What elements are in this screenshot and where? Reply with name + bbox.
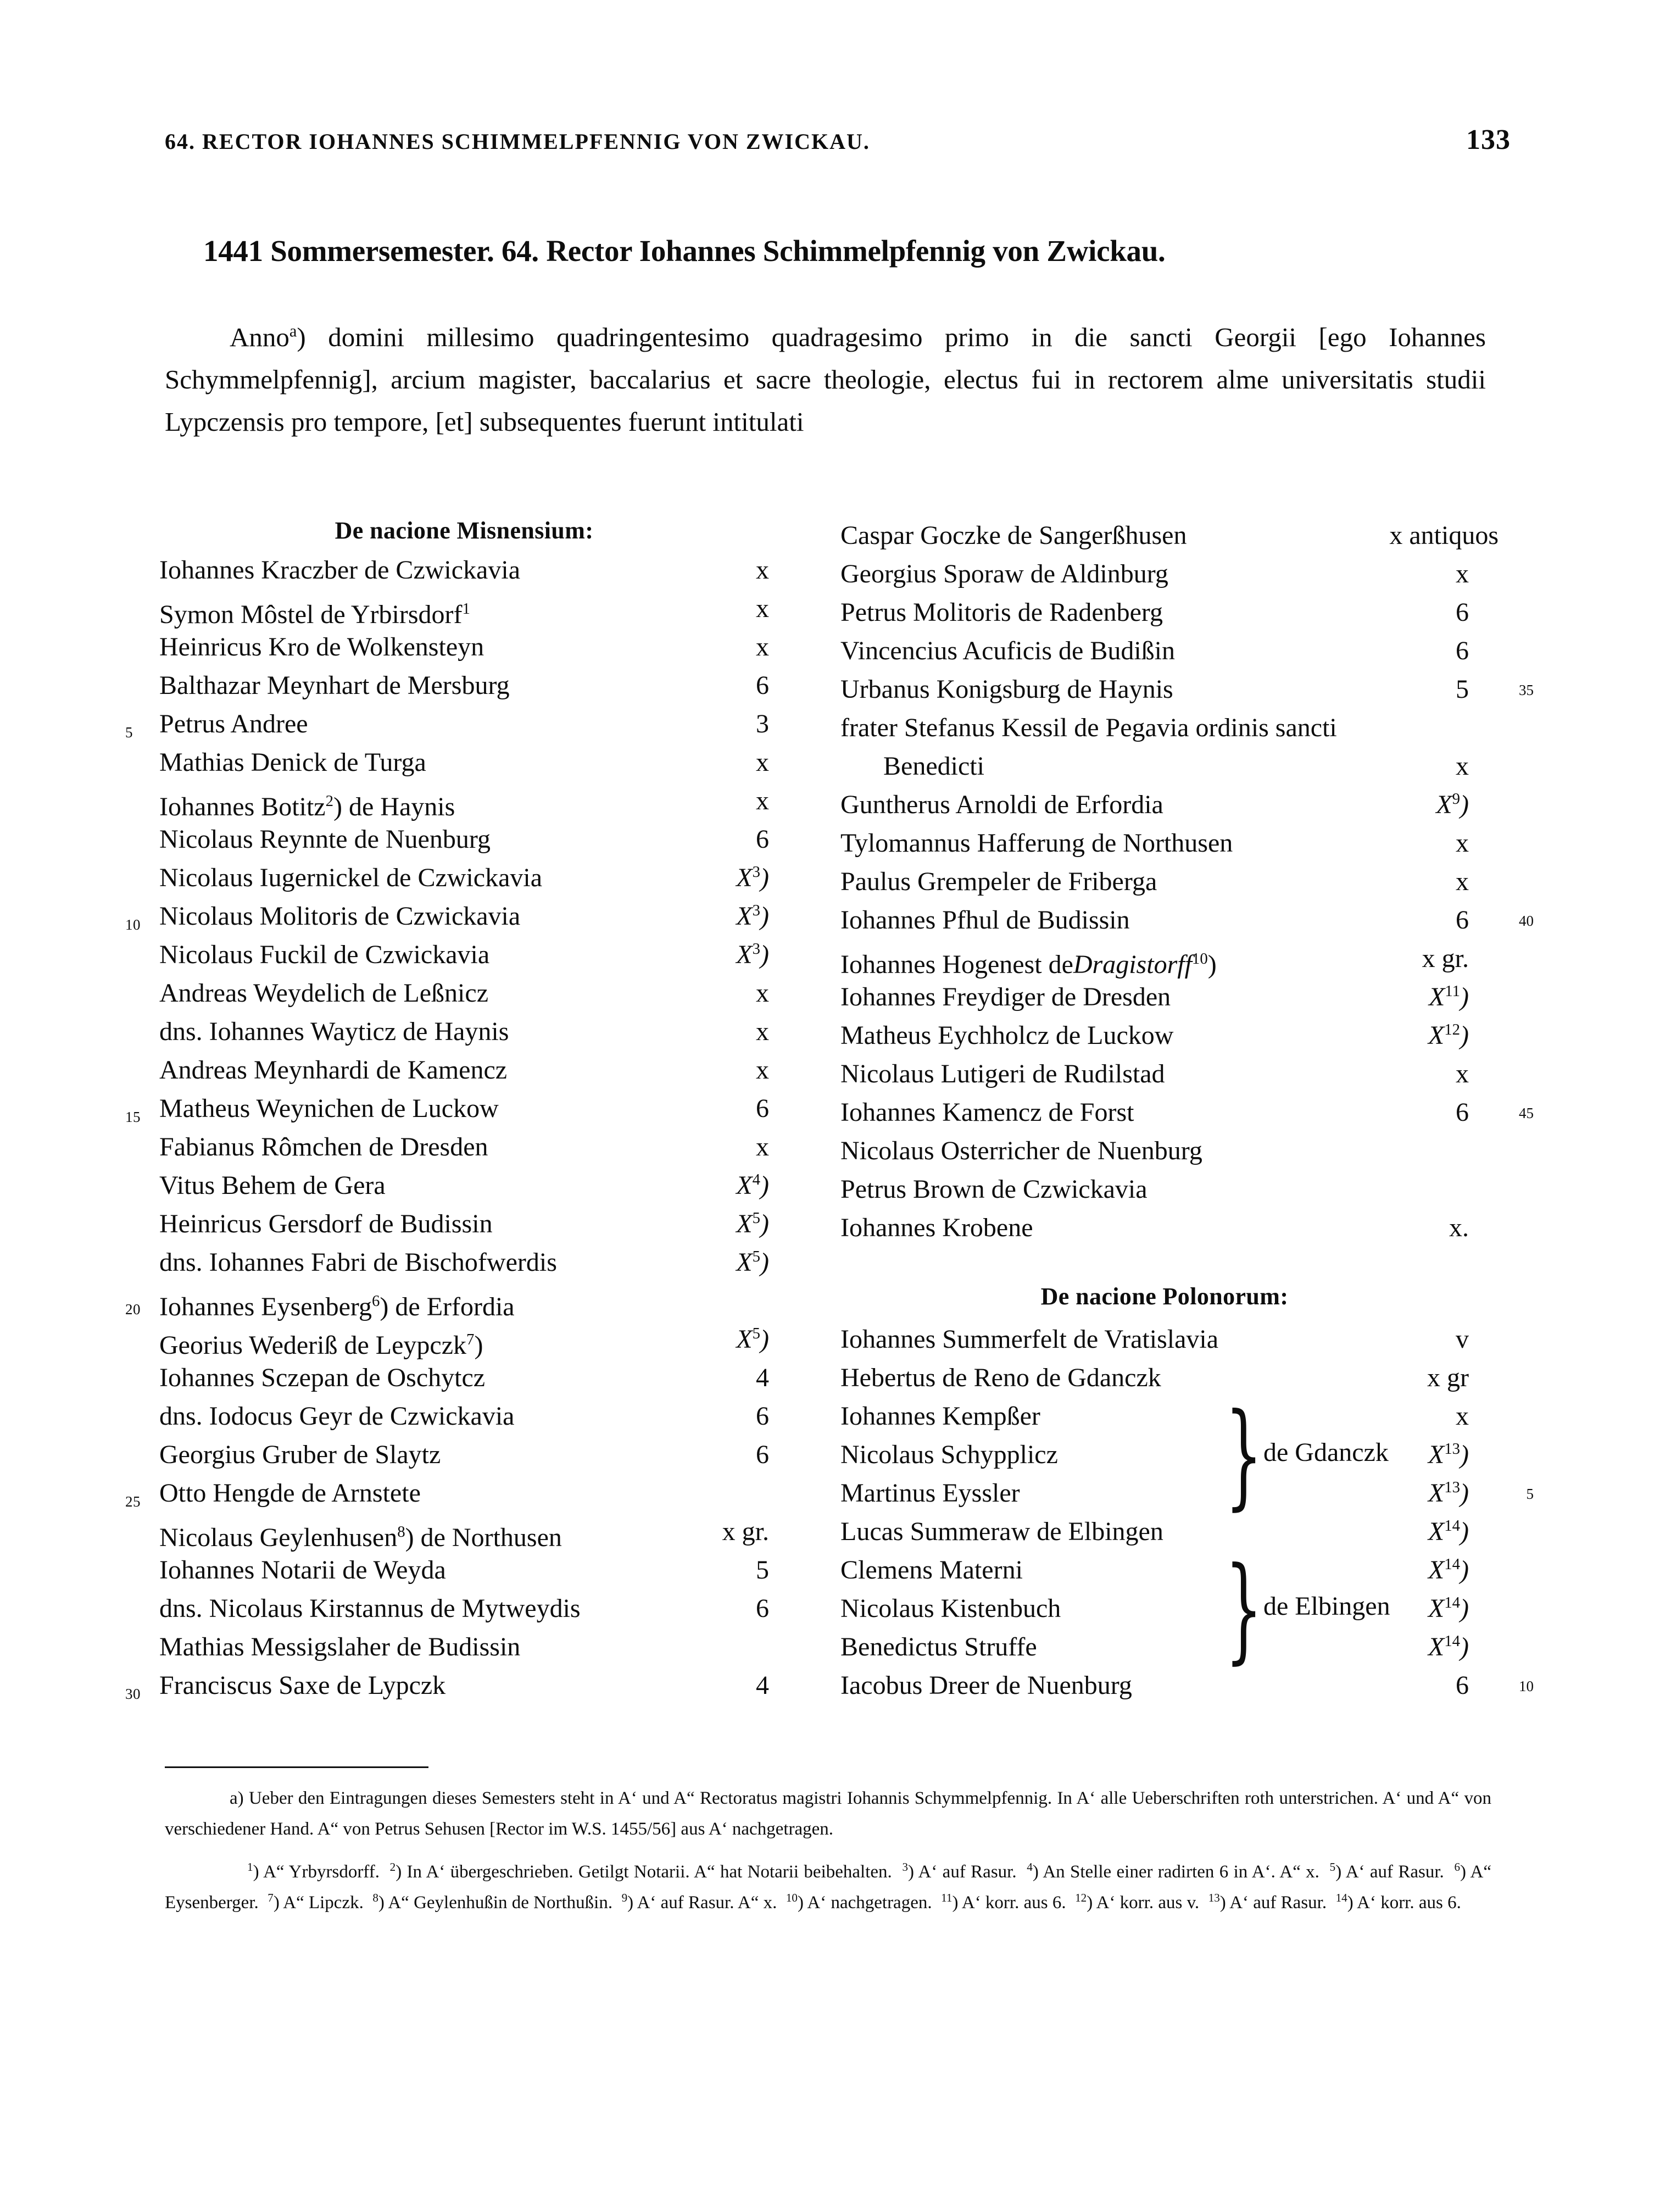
entry-row (159, 1205, 769, 1243)
entry-value: 6 (1456, 1671, 1469, 1700)
entry-name: Iohannes Kamencz de Forst (840, 1098, 1134, 1127)
entry-row (840, 1132, 1489, 1170)
footnote-text: ) A“ Lipczk. (273, 1893, 373, 1913)
entry-value: $X^5$) (736, 1209, 769, 1238)
entry-value: 6 (756, 1402, 769, 1431)
section-heading-misnensium: De nacione Misnensium: (335, 517, 594, 544)
entry-value: 4 (756, 1363, 769, 1392)
entry-name: Nicolaus Fuckil de Czwickavia (159, 940, 490, 969)
entry-value: $X^{14}$) (1428, 1632, 1469, 1661)
entry-value: x (1456, 867, 1469, 896)
margin-line-number: 10 (1519, 1678, 1534, 1694)
entry-row (840, 786, 1489, 824)
line-number: 15 (125, 1109, 141, 1125)
entry-name-suffix: ) de Erfordia (380, 1292, 515, 1321)
entry-name: Caspar Goczke de Sangerßhusen (840, 521, 1187, 550)
entry-value: x (756, 594, 769, 623)
footnote-text: ) A‘ korr. aus 6. (952, 1893, 1076, 1913)
entry-row (840, 940, 1489, 978)
entry-list-polonorum (840, 1320, 1534, 1705)
entry-row (159, 782, 769, 820)
entry-row (840, 1474, 1534, 1513)
entry-row (840, 1016, 1489, 1055)
entry-name: Petrus Andree (159, 709, 308, 738)
entry-name: Andreas Weydelich de Leßnicz (159, 979, 488, 1008)
entry-value: $X^5$) (736, 1248, 769, 1277)
intro-body: ) domini millesimo quadringentesimo quadragesimo primo in die sancti Georgii [ego Iohannes Schymmelpfennig], arcium magister, baccalarius et sacre theologie, electus fui in rectorem alme universitatis studii Lypczensis pro tempore, [et] subsequentes fuerunt intitulati (165, 322, 1486, 437)
footnote-block (165, 1783, 1491, 1930)
entry-name-suffix: ) de Northusen (405, 1523, 562, 1552)
entry-value: x (756, 979, 769, 1008)
entry-value: x (1456, 559, 1469, 588)
entry-name: Iohannes Summerfelt de Vratislavia (840, 1325, 1219, 1354)
intro-paragraph (165, 316, 1486, 443)
entry-footnote-marker: 2 (325, 792, 334, 810)
entry-row (159, 859, 769, 897)
entry-value: 6 (1456, 905, 1469, 935)
entry-value: 6 (756, 1440, 769, 1469)
footnote-number: 3 (902, 1860, 909, 1874)
line-number: 30 (125, 1686, 141, 1702)
group-brace-label: de Elbingen (1263, 1592, 1390, 1621)
entry-row (840, 1359, 1489, 1397)
margin-line-number: 35 (1519, 682, 1534, 698)
entry-value: 4 (756, 1671, 769, 1700)
footnote-text: ) A“ Eysenberger. (165, 1862, 1491, 1913)
footnote-rule (165, 1766, 428, 1768)
entry-value: 6 (756, 1594, 769, 1623)
footnote-text: ) A‘ auf Rasur. (1219, 1893, 1336, 1913)
entry-value: $X^{14}$) (1428, 1594, 1469, 1623)
entry-footnote-marker: 10 (1191, 950, 1208, 968)
line-number: 20 (125, 1301, 141, 1318)
entry-row (159, 1589, 769, 1628)
entry-value: $X^3$) (736, 863, 769, 892)
entry-value: x gr (1427, 1363, 1469, 1392)
page-title: 1441 Sommersemester. 64. Rector Iohannes Schimmelpfennig von Zwickau. (203, 234, 1166, 268)
entry-name: Mathias Denick de Turga (159, 748, 426, 777)
line-number: 10 (125, 916, 141, 933)
entry-row (840, 1320, 1489, 1359)
entry-name: Otto Hengde de Arnstete (159, 1479, 421, 1508)
footnote-number: 9 (621, 1891, 628, 1904)
entry-name: Fabianus Rômchen de Dresden (159, 1132, 488, 1161)
entry-value: 6 (1456, 1098, 1469, 1127)
entry-value: $X^{14}$) (1428, 1555, 1469, 1585)
entry-name: dns. Iodocus Geyr de Czwickavia (159, 1402, 515, 1431)
entry-row (840, 747, 1489, 786)
entry-row (840, 516, 1499, 555)
entry-value: $X^{13}$) (1428, 1440, 1469, 1469)
entry-name: Heinricus Gersdorf de Budissin (159, 1209, 493, 1238)
entry-name: Iohannes Freydiger de Dresden (840, 982, 1171, 1011)
entry-value: 5 (1456, 675, 1469, 704)
entry-row (159, 974, 769, 1013)
group-brace: } (1225, 1543, 1263, 1676)
entry-row (159, 551, 769, 590)
entry-name: Iohannes Krobene (840, 1213, 1033, 1242)
entry-name: Iacobus Dreer de Nuenburg (840, 1671, 1132, 1700)
entry-row (159, 666, 769, 705)
entry-value: x gr. (722, 1517, 769, 1546)
entry-row (840, 1436, 1489, 1474)
entry-value: 6 (756, 671, 769, 700)
entry-value: $X^{14}$) (1428, 1517, 1469, 1546)
running-header (165, 124, 1511, 156)
entry-name: Nicolaus Iugernickel de Czwickavia (159, 863, 543, 892)
entry-name: Vincencius Acuficis de Budißin (840, 636, 1175, 665)
group-brace: } (1225, 1389, 1263, 1522)
entry-row (159, 1359, 769, 1397)
entry-row (159, 1436, 769, 1474)
entry-name: Iohannes Eysenberg (159, 1292, 372, 1321)
entry-name: Nicolaus Osterricher de Nuenburg (840, 1136, 1202, 1165)
entry-name-suffix: ) (474, 1331, 483, 1360)
entry-row (840, 901, 1534, 940)
entry-row (159, 1397, 769, 1436)
footnote-number: 10 (786, 1891, 798, 1904)
entry-value: 6 (756, 825, 769, 854)
entry-row (159, 1513, 769, 1551)
line-number: 25 (125, 1493, 141, 1510)
entry-name: Iohannes Sczepan de Oschytcz (159, 1363, 486, 1392)
entry-value: x. (1449, 1213, 1469, 1242)
entry-value: x (1456, 1402, 1469, 1431)
entry-name-suffix: ) (1207, 950, 1217, 979)
entry-row (840, 978, 1489, 1016)
entry-value: x (756, 1017, 769, 1046)
entry-row (840, 555, 1489, 593)
entry-name: Tylomannus Hafferung de Northusen (840, 829, 1233, 858)
entry-row (159, 1320, 769, 1359)
entry-row (159, 936, 769, 974)
entry-row (840, 1666, 1534, 1705)
entry-name: Urbanus Konigsburg de Haynis (840, 675, 1173, 704)
entry-name: dns. Iohannes Wayticz de Haynis (159, 1017, 509, 1046)
entry-row (125, 1282, 769, 1321)
column-right (840, 516, 1534, 1705)
entry-row (125, 1666, 769, 1705)
entry-name: Nicolaus Lutigeri de Rudilstad (840, 1059, 1165, 1088)
entry-footnote-marker: 6 (372, 1292, 380, 1310)
entry-name-suffix: ) de Haynis (333, 792, 455, 821)
entry-value: 6 (1456, 636, 1469, 665)
entry-row (159, 1243, 769, 1282)
entry-name: Balthazar Meynhart de Mersburg (159, 671, 510, 700)
entry-value: 3 (756, 709, 769, 738)
footnote-number: 13 (1208, 1891, 1220, 1904)
entry-value: $X^9$) (1436, 790, 1469, 819)
entry-name: Paulus Grempeler de Friberga (840, 867, 1157, 896)
entry-value: 6 (756, 1094, 769, 1123)
entry-row (159, 1128, 769, 1166)
entry-name: Iohannes Kraczber de Czwickavia (159, 555, 520, 585)
entry-row (840, 593, 1489, 632)
column-left (125, 516, 769, 1705)
footnote-number: 1 (247, 1860, 253, 1874)
entry-row (159, 628, 769, 666)
entry-name: Nicolaus Schypplicz (840, 1440, 1058, 1469)
entry-name: Georgius Sporaw de Aldinburg (840, 559, 1168, 588)
entry-name: Iohannes Hogenest de (840, 950, 1073, 979)
footnote-number: 7 (268, 1891, 274, 1904)
entry-row (159, 1628, 769, 1666)
entry-name: Clemens Materni (840, 1555, 1023, 1585)
entry-row (840, 1589, 1489, 1628)
footnote-text: ) A‘ auf Rasur. (1335, 1862, 1455, 1882)
margin-line-number: 45 (1519, 1105, 1534, 1121)
footnote-a: a) Ueber den Eintragungen dieses Semesters steht in A‘ und A“ Rectoratus magistri Iohannis Schymmelpfennig. In A‘ alle Ueberschriften roth unterstrichen. A‘ und A“ von verschiedener Hand. A“ von Petrus Sehusen [Rector im W.S. 1455/56] aus A‘ nachgetragen. (165, 1788, 1491, 1839)
entry-value: x (756, 632, 769, 662)
entry-name: Vitus Behem de Gera (159, 1171, 386, 1200)
section-heading-polonorum: De nacione Polonorum: (1040, 1283, 1289, 1310)
entry-name: Guntherus Arnoldi de Erfordia (840, 790, 1163, 819)
entry-row (159, 820, 769, 859)
footnote-number: 5 (1329, 1860, 1336, 1874)
entry-row (840, 1628, 1489, 1666)
entry-name: Nicolaus Kistenbuch (840, 1594, 1061, 1623)
entry-name: Benedicti (883, 752, 984, 781)
entry-row (159, 1013, 769, 1051)
entry-value: x (1456, 1059, 1469, 1088)
entry-row (159, 1051, 769, 1090)
entry-row (840, 824, 1489, 863)
entry-name: Iohannes Pfhul de Budissin (840, 905, 1130, 935)
entry-name: frater Stefanus Kessil de Pegavia ordinis sancti (840, 713, 1337, 742)
footnote-text: ) A‘ korr. aus 6. (1347, 1893, 1471, 1913)
entry-row (840, 709, 1489, 747)
intro-word-anno: Anno (230, 322, 289, 352)
entry-row (840, 632, 1489, 670)
entry-row (125, 1474, 769, 1513)
entry-list-left (125, 551, 769, 1705)
footnote-number: 4 (1027, 1860, 1033, 1874)
entry-name-italic: Dragistorff (1073, 950, 1192, 979)
entry-name: Georius Wederiß de Leypczk (159, 1331, 467, 1360)
entry-name: Iohannes Notarii de Weyda (159, 1555, 446, 1585)
entry-name: Andreas Meynhardi de Kamencz (159, 1055, 508, 1085)
footnote-text: ) An Stelle einer radirten 6 in A‘. A“ x. (1032, 1862, 1330, 1882)
margin-line-number: 5 (1526, 1486, 1534, 1502)
footnote-text: ) A‘ auf Rasur. (908, 1862, 1027, 1882)
entry-value: $X^3$) (736, 940, 769, 969)
entry-value: $X^{11}$) (1428, 982, 1469, 1011)
entry-value: x (756, 748, 769, 777)
footnote-number: 6 (1454, 1860, 1460, 1874)
entry-row (125, 1090, 769, 1128)
entry-row (840, 1055, 1489, 1093)
entry-name: Nicolaus Reynnte de Nuenburg (159, 825, 491, 854)
footnote-numbered-list (165, 1857, 1491, 1918)
entry-name: Lucas Summeraw de Elbingen (840, 1517, 1163, 1546)
entry-value: x (1456, 829, 1469, 858)
footnote-text: ) In A‘ übergeschrieben. Getilgt Notarii. A“ hat Notarii beibehalten. (396, 1862, 903, 1882)
entry-footnote-marker: 1 (462, 600, 470, 618)
entry-value: $X^5$) (736, 1325, 769, 1354)
entry-row (125, 705, 769, 743)
entry-name: Heinricus Kro de Wolkensteyn (159, 632, 484, 662)
running-header-title: 64. RECTOR IOHANNES SCHIMMELPFENNIG VON ZWICKAU. (165, 129, 870, 154)
entry-footnote-marker: 7 (466, 1331, 475, 1348)
entry-row (840, 1513, 1489, 1551)
entry-name: dns. Iohannes Fabri de Bischofwerdis (159, 1248, 557, 1277)
entry-name: Nicolaus Molitoris de Czwickavia (159, 902, 521, 931)
entry-value: x (756, 555, 769, 585)
entry-row (125, 897, 769, 936)
entry-value: x gr. (1422, 944, 1469, 973)
entry-value: x (756, 786, 769, 815)
entry-value: x (1456, 752, 1469, 781)
entry-value: $X^{12}$) (1428, 1021, 1469, 1050)
footnote-text: ) A‘ auf Rasur. A“ x. (627, 1893, 786, 1913)
entry-name: dns. Nicolaus Kirstannus de Mytweydis (159, 1594, 581, 1623)
entry-row (159, 1166, 769, 1205)
entry-name: Nicolaus Geylenhusen (159, 1523, 398, 1552)
entry-row (159, 590, 769, 628)
entry-value: $X^4$) (736, 1171, 769, 1200)
line-number: 5 (125, 724, 133, 741)
entry-value: x (756, 1132, 769, 1161)
entry-value: v (1456, 1325, 1469, 1354)
entry-value: x (756, 1055, 769, 1085)
entry-row (840, 670, 1534, 709)
entry-name: Symon Môstel de Yrbirsdorf (159, 600, 463, 629)
entry-name: Franciscus Saxe de Lypczk (159, 1671, 446, 1700)
entry-list-right (840, 516, 1534, 1247)
footnote-number: 8 (372, 1891, 378, 1904)
entry-row (840, 863, 1489, 901)
group-brace-label: de Gdanczk (1263, 1438, 1389, 1467)
entry-value: x antiquos (1389, 521, 1499, 550)
footnote-text: ) A“ Geylenhußin de Northußin. (378, 1893, 622, 1913)
entry-value: $X^{13}$) (1428, 1479, 1469, 1508)
entry-footnote-marker: 8 (397, 1523, 405, 1541)
footnote-number: 14 (1335, 1891, 1347, 1904)
footnote-number: 11 (941, 1891, 953, 1904)
entry-name: Iohannes Kempßer (840, 1402, 1040, 1431)
entry-name: Mathias Messigslaher de Budissin (159, 1632, 521, 1661)
intro-footnote-marker: a (289, 321, 297, 341)
page-number: 133 (1466, 124, 1511, 155)
entry-name: Petrus Brown de Czwickavia (840, 1175, 1148, 1204)
footnote-number: 2 (389, 1860, 396, 1874)
entry-name: Benedictus Struffe (840, 1632, 1037, 1661)
entry-value: $X^3$) (736, 902, 769, 931)
entry-name: Hebertus de Reno de Gdanczk (840, 1363, 1161, 1392)
footnote-text: ) A‘ nachgetragen. (797, 1893, 942, 1913)
entry-row (159, 743, 769, 782)
footnote-number: 12 (1075, 1891, 1087, 1904)
entry-name: Iohannes Botitz (159, 792, 326, 821)
entry-name: Petrus Molitoris de Radenberg (840, 598, 1163, 627)
entry-row (840, 1093, 1534, 1132)
entry-name: Matheus Eychholcz de Luckow (840, 1021, 1174, 1050)
footnote-text: ) A‘ korr. aus v. (1087, 1893, 1208, 1913)
entry-row (840, 1209, 1489, 1247)
entry-value: 6 (1456, 598, 1469, 627)
entry-row (840, 1170, 1489, 1209)
margin-line-number: 40 (1519, 913, 1534, 929)
entry-value: 5 (756, 1555, 769, 1585)
footnote-text: ) A“ Yrbyrsdorff. (253, 1862, 390, 1882)
entry-name: Georgius Gruber de Slaytz (159, 1440, 441, 1469)
entry-name: Martinus Eyssler (840, 1479, 1020, 1508)
entry-row (159, 1551, 769, 1589)
entry-name: Matheus Weynichen de Luckow (159, 1094, 499, 1123)
